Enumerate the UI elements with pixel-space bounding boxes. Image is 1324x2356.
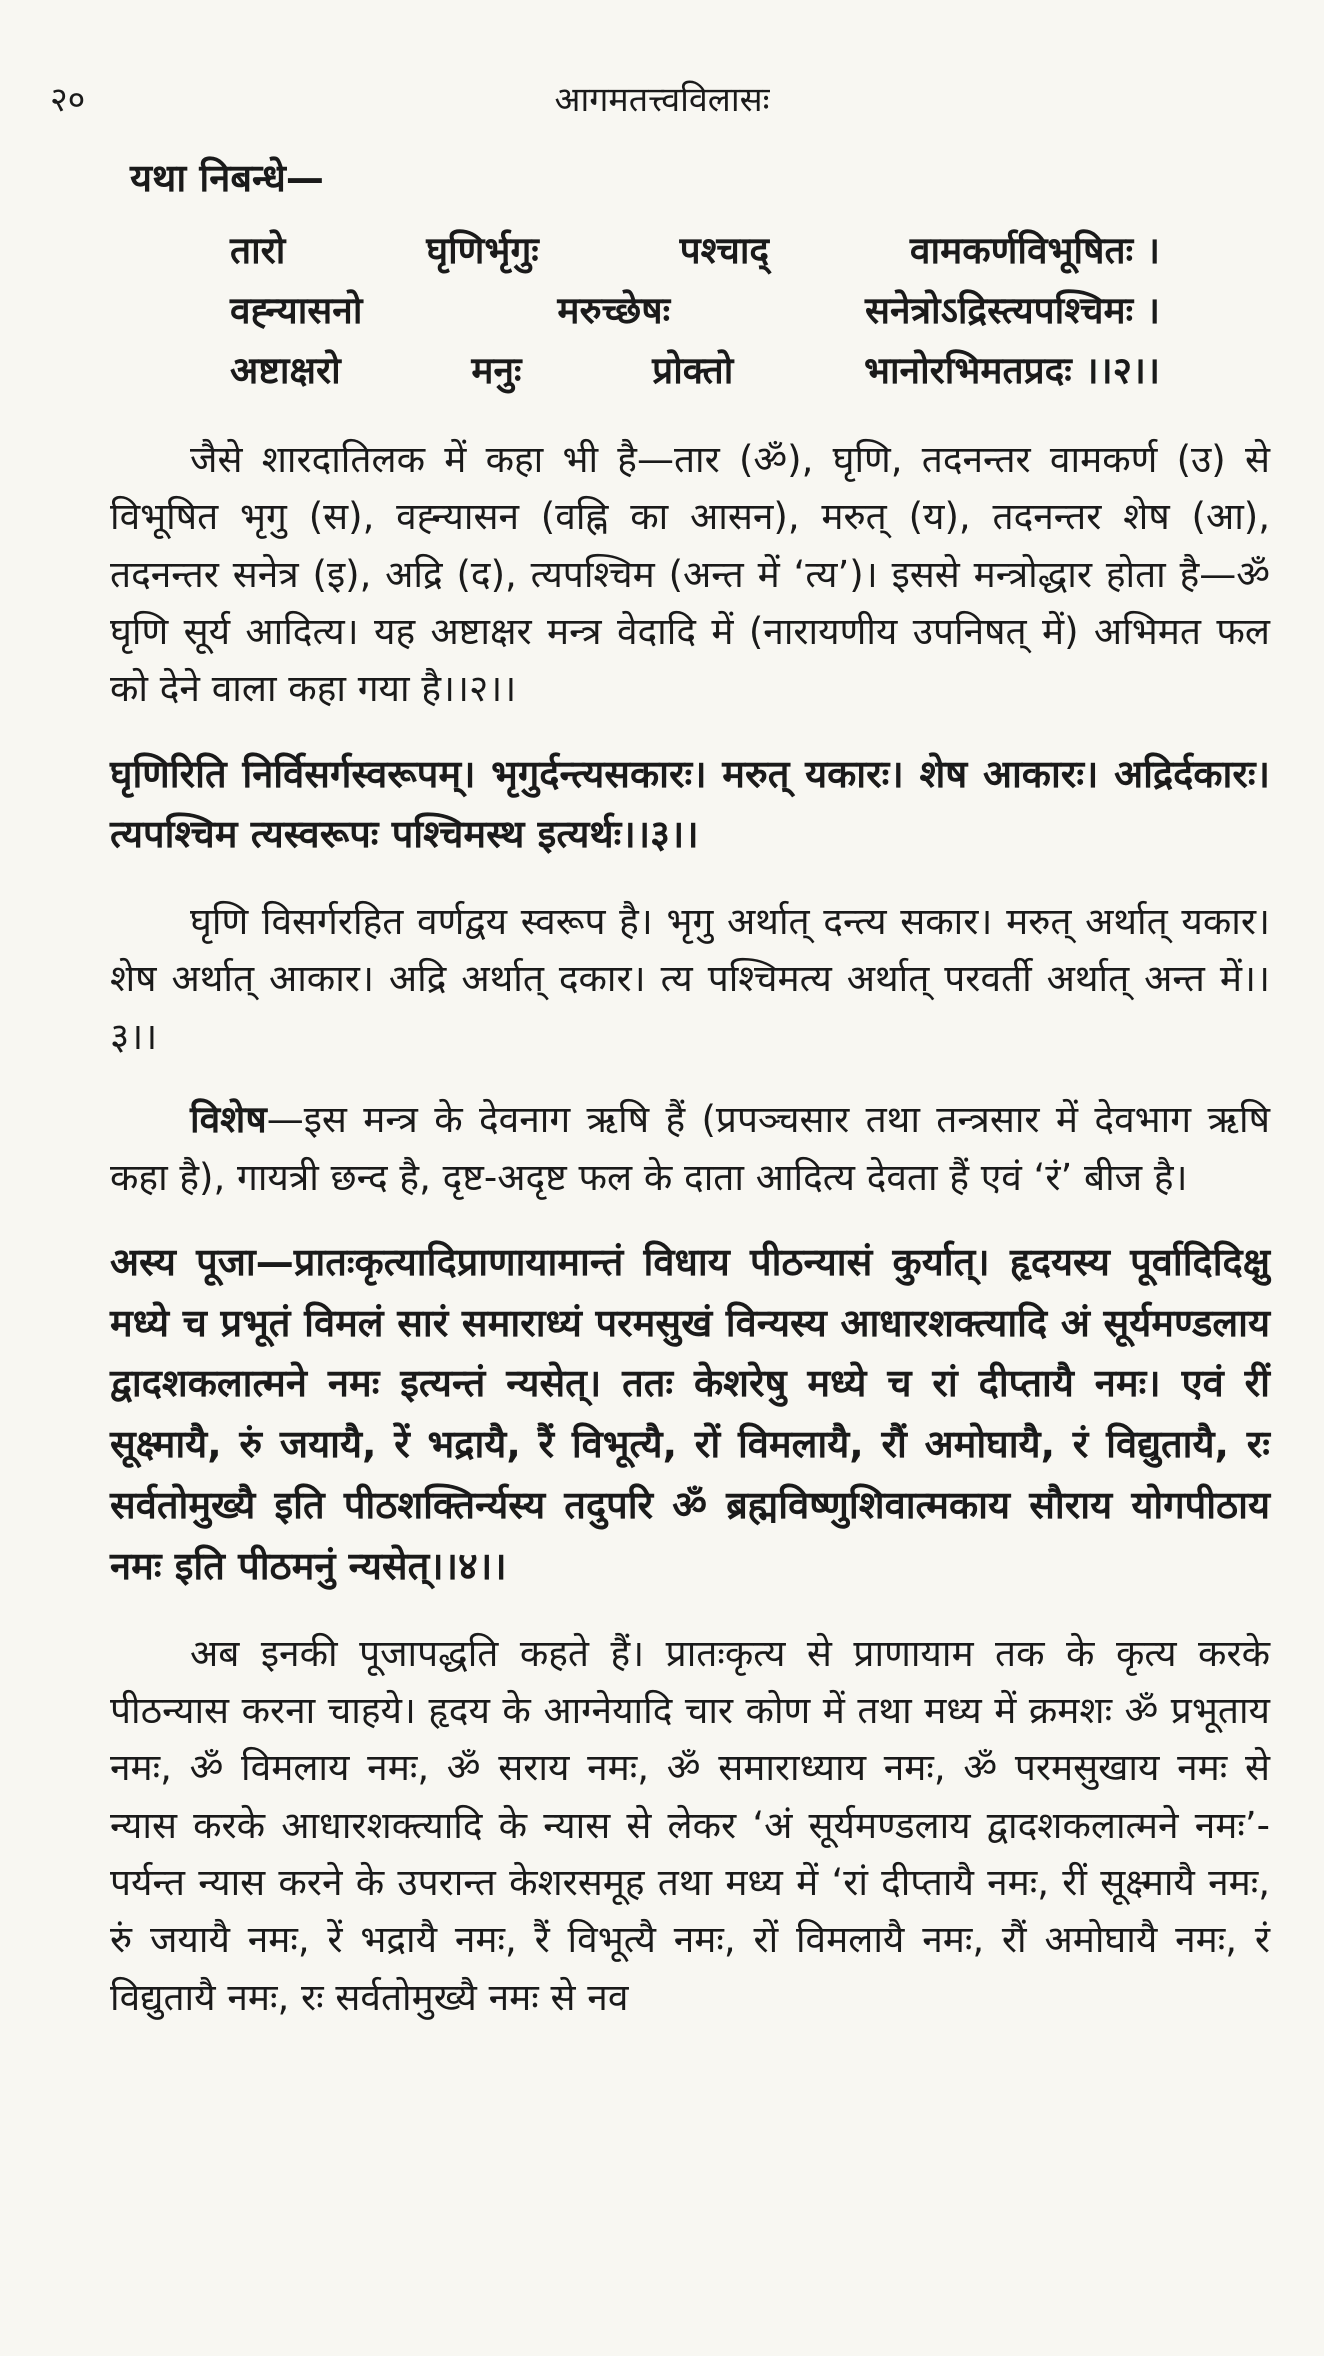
verse-word: वह्न्यासनो	[230, 288, 363, 332]
vishesh-paragraph	[110, 1091, 1270, 1206]
verse-word: मनुः	[471, 348, 522, 392]
verse-word: प्रोक्तो	[652, 348, 734, 392]
vishesh-text: —इस मन्त्र के देवनाग ऋषि हैं (प्रपञ्चसार तथा तन्त्रसार में देवभाग ऋषि कहा है), गायत्री छन्द है, दृष्ट-अदृष्ट फल के दाता आदित्य देवता हैं एवं ‘रं’ बीज है।	[110, 1098, 1270, 1199]
page-body	[110, 150, 1270, 2052]
hindi-translation-1: जैसे शारदातिलक में कहा भी है—तार (ॐ), घृणि, तदनन्तर वामकर्ण (उ) से विभूषित भृगु (स), वह्न्यासन (वह्नि का आसन), मरुत् (य), तदनन्तर शेष (आ), तदनन्तर सनेत्र (इ), अद्रि (द), त्यपश्चिम (अन्त में ‘त्य’)। इससे मन्त्रोद्धार होता है—ॐ घृणि सूर्य आदित्य। यह अष्टाक्षर मन्त्र वेदादि में (नारायणीय उपनिषत् में) अभिमत फल को देने वाला कहा गया है।।२।।	[110, 437, 1270, 711]
verse-word: वामकर्णविभूषितः ।	[909, 229, 1160, 272]
verse-word: पश्चाद्	[679, 229, 770, 272]
verse-block	[230, 221, 1160, 401]
verse-word: अष्टाक्षरो	[230, 348, 341, 392]
section-label: यथा निबन्धे—	[130, 156, 324, 200]
hindi-translation-2: घृणि विसर्गरहित वर्णद्वय स्वरूप है। भृगु अर्थात् दन्त्य सकार। मरुत् अर्थात् यकार। शेष अर्थात् आकार। अद्रि अर्थात् दकार। त्य पश्चिमत्य अर्थात् परवर्ती अर्थात् अन्त में।।३।।	[110, 900, 1270, 1058]
sanskrit-commentary-1: घृणिरिति निर्विसर्गस्वरूपम्। भृगुर्दन्त्यसकारः। मरुत् यकारः। शेष आकारः। अद्रिर्दकारः। त्यपश्चिम त्यस्वरूपः पश्चिमस्थ इत्यर्थः।।३।।	[110, 751, 1270, 857]
verse-word: भानोरभिमतप्रदः ।।२।।	[863, 348, 1160, 392]
verse-line-2	[230, 281, 1160, 341]
verse-word: घृणिर्भृगुः	[426, 229, 539, 272]
running-title: आगमतत्त्वविलासः	[554, 80, 770, 120]
verse-word: तारो	[230, 229, 286, 272]
verse-line-3	[230, 341, 1160, 401]
vishesh-lead: विशेष	[190, 1098, 267, 1142]
hindi-translation-3: अब इनकी पूजापद्धति कहते हैं। प्रातःकृत्य से प्राणायाम तक के कृत्य करके पीठन्यास करना चाहये। हृदय के आग्नेयादि चार कोण में तथा मध्य में क्रमशः ॐ प्रभूताय नमः, ॐ विमलाय नमः, ॐ सराय नमः, ॐ समाराध्याय नमः, ॐ परमसुखाय नमः से न्यास करके आधारशक्त्यादि के न्यास से लेकर ‘अं सूर्यमण्डलाय द्वादशकलात्मने नमः’-पर्यन्त न्यास करने के उपरान्त केशरसमूह तथा मध्य में ‘रां दीप्तायै नमः, रीं सूक्ष्मायै नमः, रुं जयायै नमः, रें भद्रायै नमः, रैं विभूत्यै नमः, रों विमलायै नमः, रौं अमोघायै नमः, रं विद्युतायै नमः, रः सर्वतोमुख्यै नमः से नव	[110, 1631, 1270, 2019]
verse-word: मरुच्छेषः	[557, 288, 671, 332]
page-number: २०	[50, 80, 86, 120]
verse-line-1	[230, 221, 1160, 281]
verse-word: सनेत्रोऽद्रिस्त्यपश्चिमः ।	[865, 288, 1160, 332]
sanskrit-puja-text: अस्य पूजा—प्रातःकृत्यादिप्राणायामान्तं विधाय पीठन्यासं कुर्यात्। हृदयस्य पूर्वादिदिक्षु मध्ये च प्रभूतं विमलं सारं समाराध्यं परमसुखं विन्यस्य आधारशक्त्यादि अं सूर्यमण्डलाय द्वादशकलात्मने नमः इत्यन्तं न्यसेत्। ततः केशरेषु मध्ये च रां दीप्तायै नमः। एवं रीं सूक्ष्मायै, रुं जयायै, रें भद्रायै, रैं विभूत्यै, रों विमलायै, रौं अमोघायै, रं विद्युतायै, रः सर्वतोमुख्यै इति पीठशक्तिर्न्यस्य तदुपरि ॐ ब्रह्मविष्णुशिवात्मकाय सौराय योगपीठाय नमः इति पीठमनुं न्यसेत्।।४।।	[110, 1239, 1270, 1588]
page-header	[50, 75, 1274, 125]
